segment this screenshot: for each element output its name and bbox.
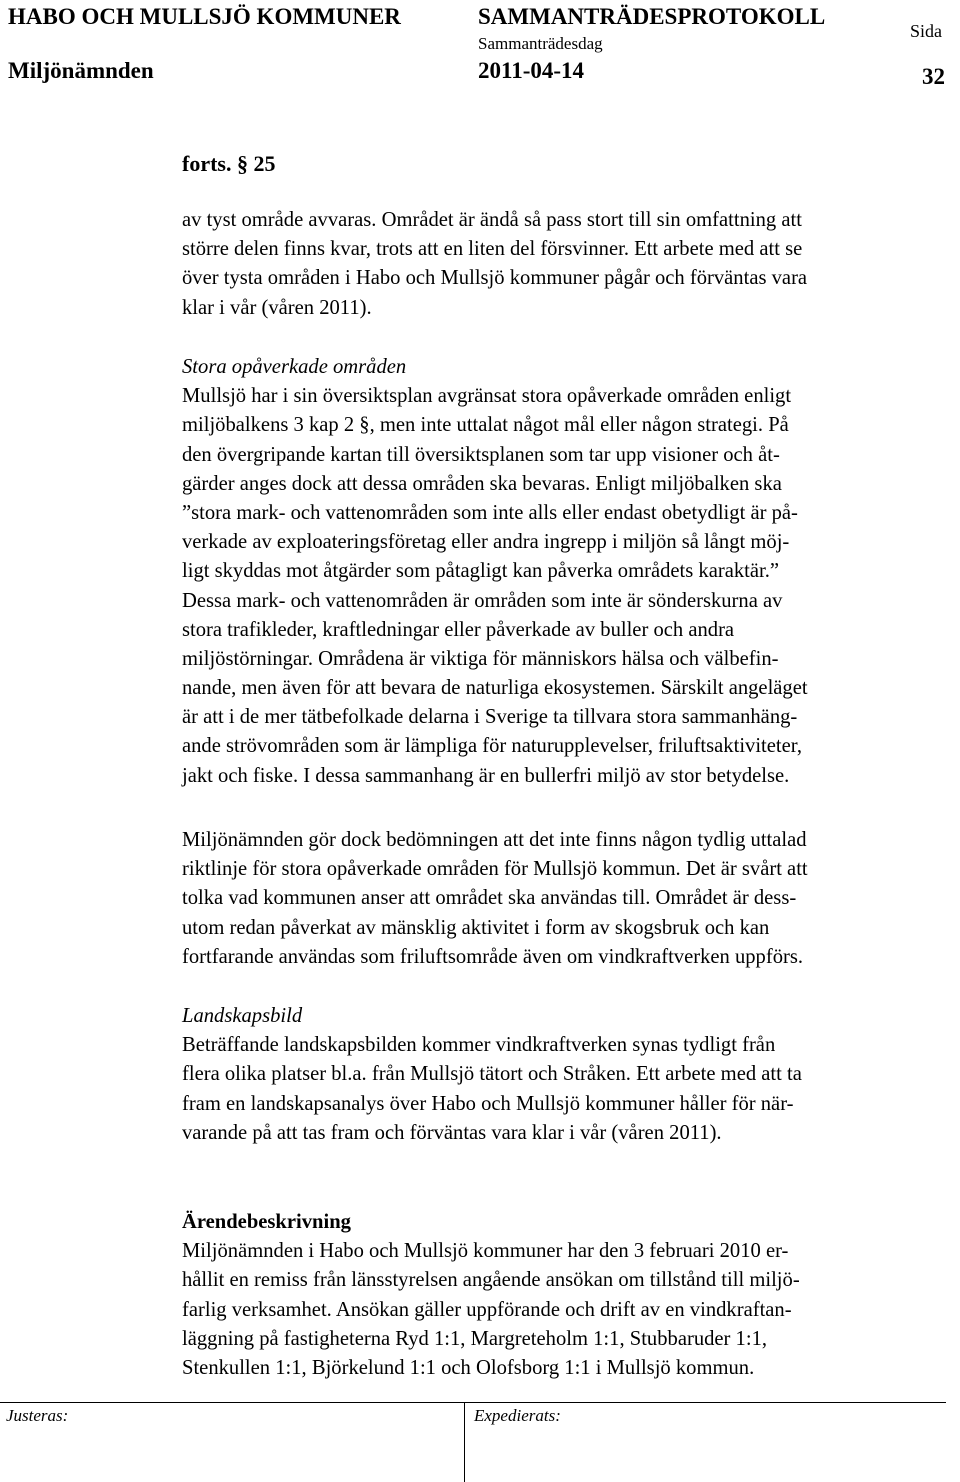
footer-divider <box>464 1402 465 1482</box>
text-line: stora trafikleder, kraftledningar eller påverkade av buller och andra <box>182 618 735 641</box>
organization-name: HABO OCH MULLSJÖ KOMMUNER <box>8 4 401 29</box>
text-line: flera olika platser bl.a. från Mullsjö tätort och Stråken. Ett arbete med att ta <box>182 1063 802 1086</box>
text-line: Beträffande landskapsbilden kommer vindkraftverken synas tydligt från <box>182 1034 776 1057</box>
continuation-heading: forts. § 25 <box>182 151 276 176</box>
text-line: över tysta områden i Habo och Mullsjö kommuner pågår och förväntas vara <box>182 267 808 290</box>
text-line: ligt skyddas mot åtgärder som påtagligt kan påverka områdets karaktär.” <box>182 560 780 583</box>
document-type: SAMMANTRÄDESPROTOKOLL <box>478 4 826 29</box>
committee-name: Miljönämnden <box>8 58 154 83</box>
section-heading: Ärendebeskrivning <box>182 1211 351 1233</box>
expedierats-label: Expedierats: <box>474 1406 561 1425</box>
text-line: hållit en remiss från länsstyrelsen angående ansökan om tillstånd till miljö- <box>182 1269 800 1292</box>
text-line: varande på att tas fram och förväntas vara klar i vår (våren 2011). <box>182 1121 722 1144</box>
text-line: fortfarande användas som friluftsområde även om vindkraftverken uppförs. <box>182 945 804 968</box>
section-landskapsbild <box>182 1002 960 1148</box>
text-line: Miljönämnden gör dock bedömningen att det inte finns någon tydlig uttalad <box>182 829 807 851</box>
text-line: Stenkullen 1:1, Björkelund 1:1 och Olofsborg 1:1 i Mullsjö kommun. <box>182 1356 755 1379</box>
text-line: större delen finns kvar, trots att en liten del försvinner. Ett arbete med att se <box>182 238 803 261</box>
section-stora-opaverkade-omraden <box>182 353 960 791</box>
page-number: 32 <box>922 64 945 89</box>
text-line: Miljönämnden i Habo och Mullsjö kommuner har den 3 februari 2010 er- <box>182 1240 789 1263</box>
text-line: utom redan påverkat av mänsklig aktivitet i form av skogsbruk och kan <box>182 916 770 939</box>
section-heading: Landskapsbild <box>182 1005 303 1027</box>
meeting-date-label: Sammanträdesdag <box>478 34 603 53</box>
text-line: riktlinje för stora opåverkade områden för Mullsjö kommun. Det är svårt att <box>182 858 808 881</box>
text-line: miljöstörningar. Områdena är viktiga för människors hälsa och välbefin- <box>182 647 779 670</box>
text-line: farlig verksamhet. Ansökan gäller uppförande och drift av en vindkraftan- <box>182 1298 792 1321</box>
text-line: gärder anges dock att dessa områden ska bevaras. Enligt miljöbalken ska <box>182 472 782 495</box>
text-line: klar i vår (våren 2011). <box>182 296 372 319</box>
text-line: miljöbalkens 3 kap 2 §, men inte uttalat något mål eller någon strategi. På <box>182 414 789 437</box>
text-line: den övergripande kartan till översiktsplanen som tar upp visioner och åt- <box>182 443 780 466</box>
text-line: jakt och fiske. I dessa sammanhang är en bullerfri miljö av stor betydelse. <box>182 764 790 787</box>
text-line: Dessa mark- och vattenområden är områden som inte är sönderskurna av <box>182 589 783 612</box>
text-line: läggning på fastigheterna Ryd 1:1, Margreteholm 1:1, Stubbaruder 1:1, <box>182 1327 768 1350</box>
text-line: nande, men även för att bevara de naturliga ekosystemen. Särskilt angeläget <box>182 677 808 700</box>
meeting-date: 2011-04-14 <box>478 58 585 83</box>
text-line: fram en landskapsanalys över Habo och Mullsjö kommuner håller för när- <box>182 1092 794 1115</box>
text-line: ”stora mark- och vattenområden som inte alls eller endast obetydligt är på- <box>182 501 798 524</box>
paragraph-tyst-omrade <box>182 206 960 323</box>
text-line: tolka vad kommunen anser att området ska användas till. Området är dess- <box>182 887 797 910</box>
text-line: Mullsjö har i sin översiktsplan avgränsat stora opåverkade områden enligt <box>182 385 792 408</box>
section-arendebeskrivning <box>182 1208 960 1383</box>
page-label: Sida <box>910 21 943 41</box>
text-line: är att i de mer tätbefolkade delarna i Sverige ta tillvara stora sammanhäng- <box>182 706 798 729</box>
text-line: av tyst område avvaras. Området är ändå så pass stort till sin omfattning att <box>182 209 802 231</box>
paragraph-bedomning <box>182 826 960 972</box>
section-heading: Stora opåverkade områden <box>182 356 407 378</box>
text-line: verkade av exploateringsföretag eller andra ingrepp i miljön så långt möj- <box>182 531 790 554</box>
justeras-label: Justeras: <box>6 1406 69 1425</box>
footer-rule <box>0 1402 946 1403</box>
text-line: ande strövområden som är lämpliga för naturupplevelser, friluftsaktiviteter, <box>182 735 802 758</box>
